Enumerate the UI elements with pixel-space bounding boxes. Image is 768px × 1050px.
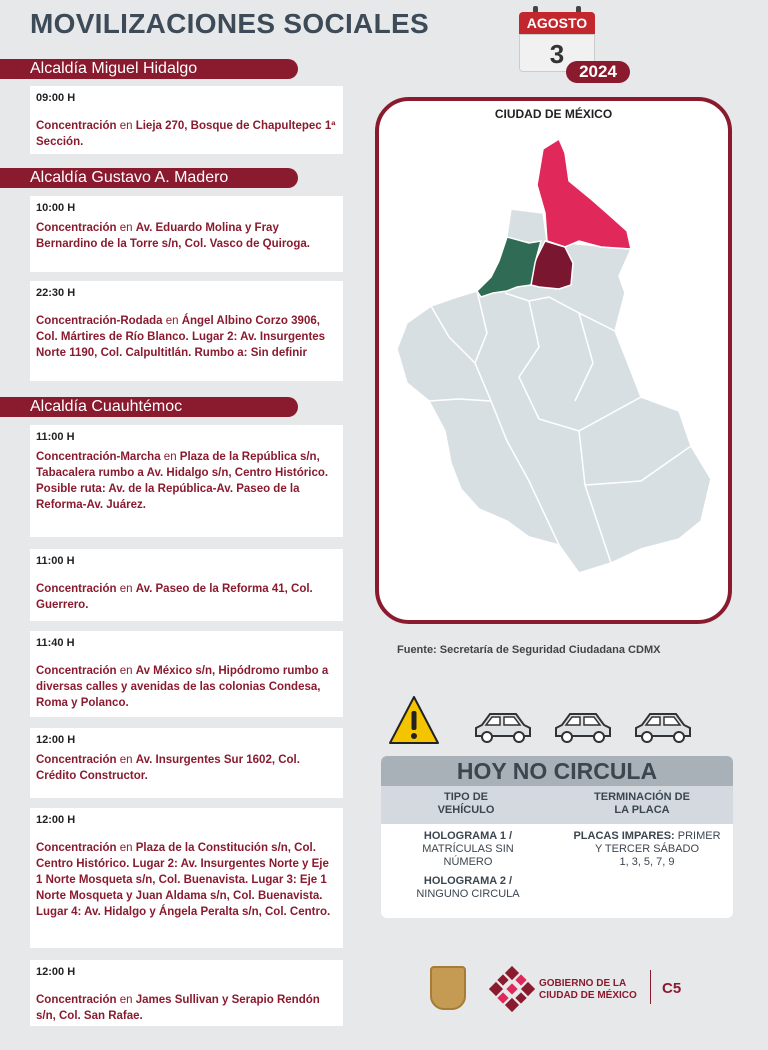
event-direction-label: Rumbo a: — [191, 347, 248, 359]
event-time: 11:00 H — [36, 431, 75, 443]
hologram-1-text: MATRÍCULAS SIN — [422, 843, 514, 855]
cdmx-map-svg — [379, 101, 728, 620]
event-type: Concentración-Marcha — [36, 451, 161, 463]
event-route-label: Posible ruta: — [36, 483, 106, 495]
event-type: Concentración — [36, 842, 117, 854]
car-icon — [632, 708, 694, 746]
column-header-line: VEHÍCULO — [437, 804, 495, 816]
event-connector: en — [160, 451, 180, 463]
event-place: Ángel Albino Corzo 3906, Col. Mártires de Río Blanco. — [36, 315, 320, 343]
event-card — [30, 728, 343, 798]
event-destination: Av. Hidalgo s/n, Centro Histórico. — [146, 467, 329, 479]
event-connector: en — [162, 315, 182, 327]
event-type: Concentración — [36, 994, 117, 1006]
column-header-line: TERMINACIÓN DE — [594, 791, 690, 803]
hologram-2-text: NINGUNO CIRCULA — [416, 888, 520, 900]
hoy-no-circula-panel — [381, 756, 733, 918]
hoy-no-circula-title: HOY NO CIRCULA — [381, 756, 733, 786]
event-connector: en — [116, 583, 136, 595]
calendar-year: 2024 — [566, 61, 630, 83]
event-place: Av. Insurgentes Sur 1602, Col. Crédito Constructor. — [36, 754, 300, 782]
event-description — [36, 220, 337, 252]
event-card — [30, 196, 343, 272]
event-card — [30, 281, 343, 381]
government-logo-text — [539, 978, 637, 1002]
event-connector: en — [116, 842, 136, 854]
event-time: 11:40 H — [36, 637, 75, 649]
event-description — [36, 663, 337, 711]
event-place: Av. Insurgentes Norte y Eje 1 Norte Mosqueta s/n, Col. Buenavista. — [36, 858, 329, 886]
event-time: 12:00 H — [36, 966, 76, 978]
hologram-1-text: NÚMERO — [443, 856, 493, 868]
event-place: Plaza de la República s/n, Tabacalera — [36, 451, 320, 479]
c5-logo: C5 — [662, 980, 682, 997]
hoy-no-circula-headers — [381, 786, 733, 824]
event-description — [36, 449, 337, 513]
hologram-2-label: HOLOGRAMA 2 / — [423, 875, 513, 887]
column-header-plate — [577, 791, 707, 817]
event-type: Concentración-Rodada — [36, 315, 163, 327]
event-place: Av. Eduardo Molina y Fray Bernardino de la Torre s/n, Col. Vasco de Quiroga. — [36, 222, 310, 250]
event-connector: en — [116, 665, 136, 677]
column-header-vehicle — [421, 791, 511, 817]
event-place: Av. Hidalgo y Ángela Peralta s/n, Col. Centro. — [81, 906, 331, 918]
government-line: GOBIERNO DE LA — [539, 978, 627, 989]
calendar-month: AGOSTO — [519, 12, 595, 34]
event-place-label: Lugar 3: — [248, 874, 297, 886]
column-header-line: LA PLACA — [614, 804, 670, 816]
event-place: Av. Insurgentes Norte 1190, Col. Calpultitlán. — [36, 331, 326, 359]
coat-of-arms-icon — [430, 966, 466, 1010]
cdmx-logo-icon — [489, 966, 535, 1012]
plates-numbers: 1, 3, 5, 7, 9 — [619, 856, 675, 868]
event-place: Lieja 270, Bosque de Chapultepec 1ª Sección. — [36, 120, 336, 148]
event-connector: en — [116, 754, 136, 766]
event-time: 22:30 H — [36, 287, 76, 299]
event-description — [36, 752, 337, 784]
event-description — [36, 992, 337, 1024]
car-icon — [472, 708, 534, 746]
plate-column — [561, 830, 733, 869]
logo-divider — [650, 970, 651, 1004]
event-route: Av. de la República-Av. Paseo de la Reforma-Av. Juárez. — [36, 483, 300, 511]
event-type: Concentración — [36, 583, 117, 595]
event-time: 11:00 H — [36, 555, 75, 567]
event-connector: en — [116, 222, 136, 234]
warning-icon — [388, 694, 440, 746]
event-place: Av México s/n, Hipódromo rumbo a diversas calles y avenidas de las colonias Condesa, Roma y Polanco. — [36, 665, 329, 709]
government-line: CIUDAD DE MÉXICO — [539, 990, 637, 1001]
event-destination: Sin definir — [247, 347, 307, 359]
plates-text: PRIMER — [674, 830, 721, 842]
event-connector: rumbo a — [95, 467, 147, 479]
event-place-label: Lugar 2: — [191, 331, 238, 343]
event-time: 09:00 H — [36, 92, 76, 104]
event-place-label: Lugar 4: — [36, 906, 82, 918]
event-place-label: Lugar 2: — [129, 858, 178, 870]
event-description — [36, 581, 337, 613]
event-type: Concentración — [36, 754, 117, 766]
event-description — [36, 840, 337, 920]
map-title: CIUDAD DE MÉXICO — [494, 107, 613, 121]
cdmx-map — [375, 97, 732, 624]
column-header-line: TIPO DE — [443, 791, 488, 803]
map-region-gustavo-a-madero — [537, 139, 631, 249]
event-place: James Sullivan y Serapio Rendón s/n, Col. San Rafae. — [36, 994, 320, 1022]
event-card — [30, 631, 343, 717]
car-icon — [552, 708, 614, 746]
event-card — [30, 808, 343, 948]
section-banner-miguel-hidalgo: Alcaldía Miguel Hidalgo — [0, 59, 298, 79]
event-time: 10:00 H — [36, 202, 76, 214]
event-time: 12:00 H — [36, 814, 76, 826]
event-time: 12:00 H — [36, 734, 76, 746]
event-place: Eje 1 Norte Mosqueta y Juan Aldama s/n, Col. Buenavista. — [36, 874, 327, 902]
hologram-1-label: HOLOGRAMA 1 / — [423, 830, 513, 842]
source-note: Fuente: Secretaría de Seguridad Ciudadana CDMX — [397, 644, 661, 656]
plates-label: PLACAS IMPARES: — [573, 830, 675, 842]
event-connector: en — [116, 120, 136, 132]
calendar-day: 3 — [519, 34, 595, 72]
page-title: MOVILIZACIONES SOCIALES — [30, 8, 429, 39]
event-card — [30, 86, 343, 154]
event-card — [30, 960, 343, 1026]
section-banner-cuauhtemoc: Alcaldía Cuauhtémoc — [0, 397, 298, 417]
event-type: Concentración — [36, 665, 117, 677]
event-connector: en — [116, 994, 136, 1006]
event-card — [30, 425, 343, 537]
event-place: Plaza de la Constitución s/n, Col. Centro Histórico. — [36, 842, 316, 870]
event-description — [36, 118, 337, 150]
section-banner-gustavo-a-madero: Alcaldía Gustavo A. Madero — [0, 168, 298, 188]
event-place: Av. Paseo de la Reforma 41, Col. Guerrero. — [36, 583, 313, 611]
vehicle-type-column — [401, 830, 535, 901]
plates-text: Y TERCER SÁBADO — [594, 843, 700, 855]
event-card — [30, 549, 343, 621]
event-type: Concentración — [36, 120, 117, 132]
event-description — [36, 313, 337, 361]
event-type: Concentración — [36, 222, 117, 234]
